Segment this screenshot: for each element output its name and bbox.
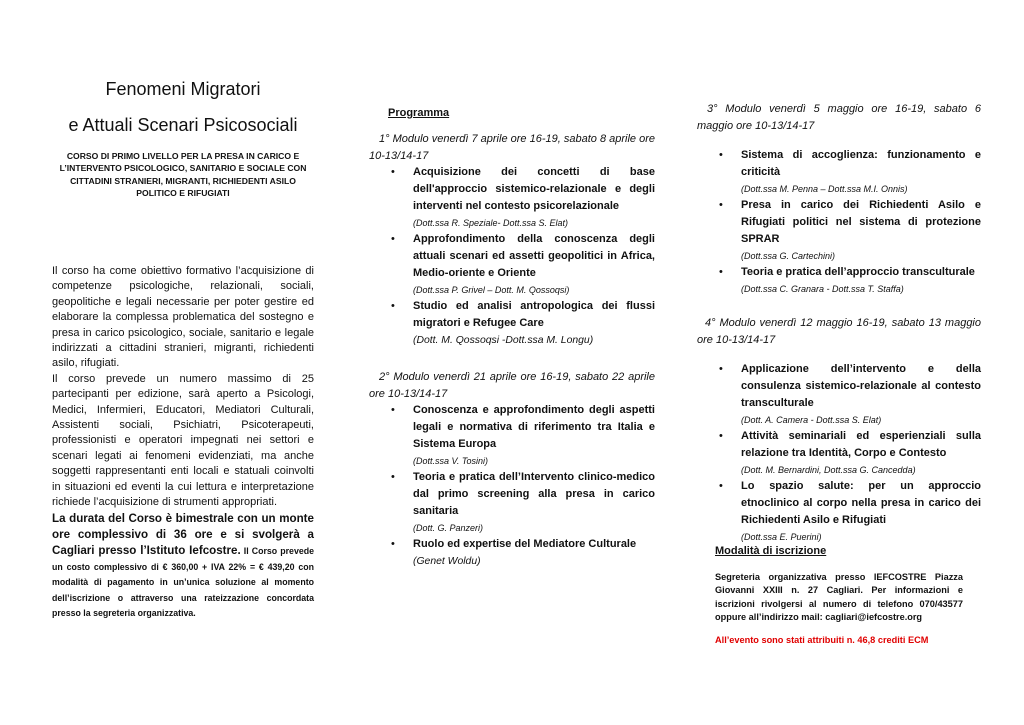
item-speakers: (Dott.ssa V. Tosini) (413, 456, 489, 466)
list-item (369, 231, 655, 298)
item-text: Ruolo ed expertise del Mediatore Culturale (413, 538, 637, 550)
iscrizione-heading: Modalità di iscrizione (715, 545, 827, 557)
module-1 (369, 131, 655, 350)
module-items (369, 402, 655, 571)
bullet-icon: • (719, 266, 723, 278)
item-speakers: (Dott.ssa R. Speziale- Dott.ssa S. Elat) (413, 218, 569, 228)
programma-heading (369, 103, 674, 121)
module-title: 1° Modulo venerdì 7 aprile ore 16-19, sabato 8 aprile ore 10-13/14-17 (369, 133, 655, 162)
module-items (697, 147, 981, 297)
bullet-icon: • (719, 480, 723, 492)
list-item (369, 164, 655, 231)
title-line-2: e Attuali Scenari Psicosociali (68, 115, 298, 135)
list-item (697, 264, 981, 297)
module-title: 2° Modulo venerdì 21 aprile ore 16-19, sabato 22 aprile ore 10-13/14-17 (369, 371, 655, 400)
module-title: 4° Modulo venerdì 12 maggio 16-19, sabato 13 maggio ore 10-13/14-17 (697, 317, 981, 346)
item-text: Acquisizione dei concetti di base dell'approccio sistemico-relazionale e degli interventi nel contesto psicorelazionale (413, 166, 655, 212)
bullet-icon: • (391, 166, 395, 178)
item-text: Teoria e pratica dell’approccio transculturale (741, 266, 975, 278)
module-2 (369, 369, 655, 571)
bullet-icon: • (391, 300, 395, 312)
bullet-icon: • (719, 363, 723, 375)
item-text: Lo spazio salute: per un approccio etnoclinico al corpo nella presa in carico dei Richiedenti Asilo e Rifugiati (741, 480, 981, 526)
list-item (697, 428, 981, 478)
subtitle-line: CORSO DI PRIMO LIVELLO PER LA PRESA IN CARICO E (66, 151, 300, 161)
subtitle-line: L’INTERVENTO PSICOLOGICO, SANITARIO E SOCIALE CON (59, 163, 307, 174)
item-speakers: (Dott.ssa G. Cartechini) (741, 251, 836, 261)
iscrizione-section (697, 541, 963, 645)
module-3 (697, 101, 981, 297)
item-speakers: (Dott.ssa E. Puerini) (741, 532, 822, 542)
list-item (697, 361, 981, 428)
bullet-icon: • (391, 538, 395, 550)
iscrizione-text: Segreteria organizzativa presso IEFCOSTRE Piazza Giovanni XXIII n. 27 Cagliari. Per informazioni e iscrizioni rivolgersi al numero di telefono 070/43577 oppure all’indirizzo mail: cagliari@iefcostre.org (715, 572, 963, 623)
bullet-icon: • (391, 404, 395, 416)
item-speakers: (Genet Woldu) (413, 556, 481, 567)
item-text: Studio ed analisi antropologica dei flussi migratori e Refugee Care (413, 300, 655, 329)
bullet-icon: • (391, 233, 395, 245)
item-speakers: (Dott.ssa M. Penna – Dott.ssa M.I. Onnis) (741, 184, 908, 194)
list-item (369, 402, 655, 469)
bullet-icon: • (719, 149, 723, 161)
programma-heading-text: Programma (388, 107, 450, 119)
list-item (369, 469, 655, 536)
bullet-icon: • (719, 199, 723, 211)
course-description (52, 264, 314, 621)
item-text: Teoria e pratica dell’Intervento clinico-medico dal primo screening alla presa in carico sanitaria (413, 471, 655, 517)
title-line-1: Fenomeni Migratori (105, 79, 261, 99)
module-title: 3° Modulo venerdì 5 maggio ore 16-19, sabato 6 maggio ore 10-13/14-17 (697, 103, 981, 132)
list-item (369, 298, 655, 350)
course-subtitle (52, 150, 314, 199)
list-item (697, 197, 981, 264)
item-text: Applicazione dell’intervento e della consulenza sistemico-relazionale al contesto transculturale (741, 363, 981, 409)
module-items (697, 361, 981, 545)
item-text: Approfondimento della conoscenza degli attuali scenari ed assetti geopolitici in Africa, Medio-oriente e Oriente (413, 233, 655, 279)
list-item (697, 147, 981, 197)
item-speakers: (Dott. M. Bernardini, Dott.ssa G. Cancedda) (741, 465, 916, 475)
bullet-icon: • (391, 471, 395, 483)
item-speakers: (Dott.ssa C. Granara - Dott.ssa T. Staffa) (741, 284, 904, 294)
intro-objective: Il corso ha come obiettivo formativo l’acquisizione di competenze psicologiche, relazionali, sociali, geopolitiche e legali necessarie per poter gestire ed elaborare la complessa problematica del sostegno e presa in carico psicologico, sociale, sanitario e legale indirizzati a cittadini stranieri, migranti, richiedenti asilo, rifugiati. (52, 265, 314, 370)
list-item (369, 536, 655, 571)
item-text: Presa in carico dei Richiedenti Asilo e Rifugiati politici nel sistema di protezione SPRAR (741, 199, 981, 245)
item-text: Conoscenza e approfondimento degli aspetti legali e normativa di riferimento tra Italia e Sistema Europa (413, 404, 655, 450)
ecm-credits-note: All’evento sono stati attribuiti n. 46,8 crediti ECM (715, 634, 929, 645)
item-speakers: (Dott. M. Qossoqsi -Dott.ssa M. Longu) (413, 335, 594, 346)
intro-participants: Il corso prevede un numero massimo di 25 partecipanti per edizione, sarà aperto a Psicologi, Medici, Infermieri, Educatori, Mediatori Culturali, Assistenti sociali, Psichiatri, Psicoterapeuti, professionisti e operatori impegnati nei settori e scenari legati ai fenomeni evidenziati, ma anche soggetti rappresentanti enti locali e statuali coinvolti in situazioni ed eventi la cui lettura e interpretazione richiede l’acquisizione di strumenti appropriati. (52, 372, 314, 509)
item-text: Sistema di accoglienza: funzionamento e criticità (741, 149, 981, 178)
module-items (369, 164, 655, 350)
item-speakers: (Dott.ssa P. Grivel – Dott. M. Qossoqsi) (413, 285, 570, 295)
intro-duration: La durata del Corso è bimestrale con un monte ore complessivo di 36 ore e si svolgerà a Cagliari presso l’Istituto Iefcostre. (52, 511, 314, 558)
item-speakers: (Dott. A. Camera - Dott.ssa S. Elat) (741, 415, 882, 425)
subtitle-line: CITTADINI STRANIERI, MIGRANTI, RICHIEDENTI ASILO (70, 175, 296, 186)
bullet-icon: • (719, 430, 723, 442)
list-item (697, 478, 981, 545)
item-text: Attività seminariali ed esperienziali sulla relazione tra Identità, Corpo e Contesto (741, 430, 981, 459)
subtitle-line: POLITICO E RIFUGIATI (136, 187, 230, 198)
intro-cost: Il Corso prevede un costo complessivo di € 360,00 + IVA 22% = € 439,20 con modalità di pagamento in un’unica soluzione al momento dell’iscrizione o attraverso una rateizzazione concordata presso la segreteria organizzativa. (52, 546, 314, 618)
item-speakers: (Dott. G. Panzeri) (413, 523, 484, 533)
module-4 (697, 315, 981, 545)
intro-duration-cost (52, 511, 314, 622)
